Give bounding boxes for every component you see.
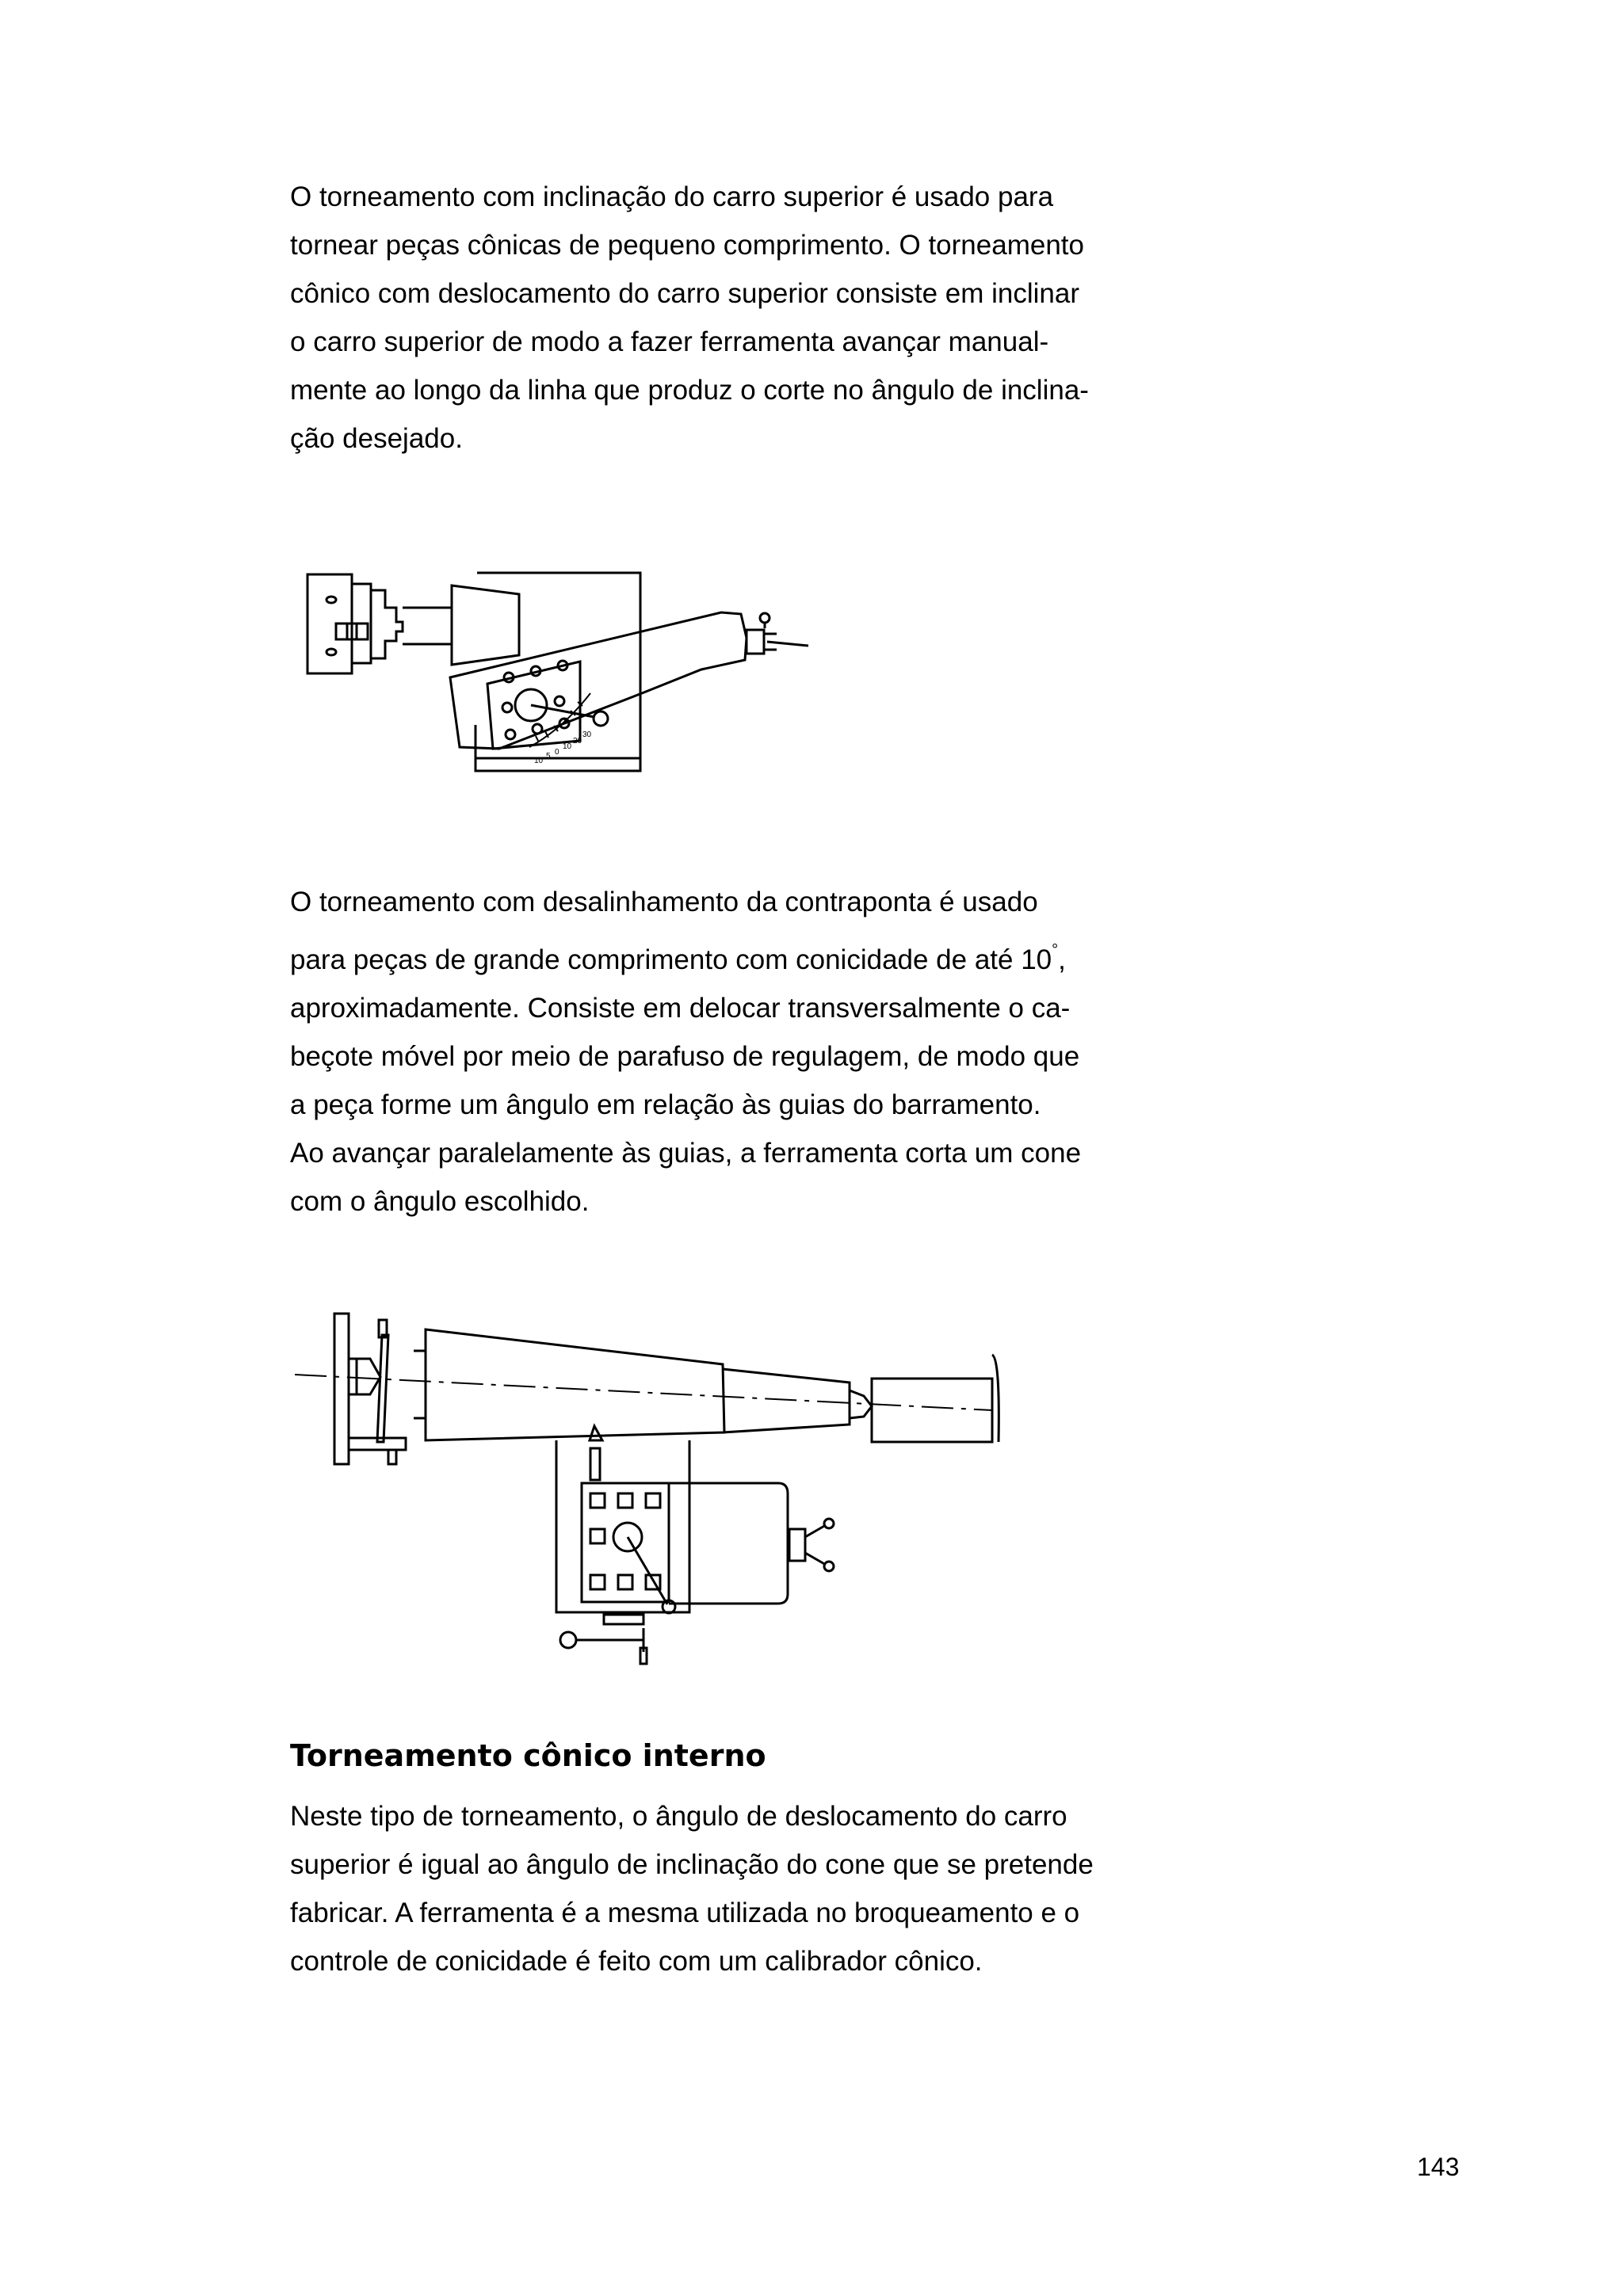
paragraph-1-line: tornear peças cônicas de pequeno comprimento. O torneamento (290, 230, 1084, 261)
paragraph-3-line: Neste tipo de torneamento, o ângulo de deslocamento do carro (290, 1801, 1067, 1832)
chuck (307, 574, 403, 673)
paragraph-1 (290, 173, 1241, 463)
paragraph-1-line: o carro superior de modo a fazer ferramenta avançar manual- (290, 326, 1049, 357)
carriage (556, 1426, 834, 1664)
workpiece-taper (403, 585, 519, 665)
compound-slide (450, 612, 808, 749)
scale-label: 30 (582, 730, 592, 739)
headstock-center (334, 1314, 406, 1464)
paragraph-2-line-text: para peças de grande comprimento com conicidade de até 10 (290, 944, 1052, 975)
scale-label: 5 (546, 752, 551, 761)
paragraph-1-line: cônico com deslocamento do carro superior consiste em inclinar (290, 278, 1080, 309)
paragraph-2-line (290, 926, 1241, 984)
paragraph-3-line: fabricar. A ferramenta é a mesma utilizada no broqueamento e o (290, 1897, 1080, 1928)
paragraph-2-line: aproximadamente. Consiste em delocar transversalmente o ca- (290, 993, 1071, 1024)
page-number: 143 (1417, 2153, 1460, 2181)
figure-inclined-top-slide-illustration (301, 559, 840, 796)
scale-label: 0 (555, 748, 559, 757)
paragraph-2-line: beçote móvel por meio de parafuso de regulagem, de modo que (290, 1041, 1080, 1072)
paragraph-2-line-suffix: , (1058, 944, 1066, 975)
figure-offset-tailstock-illustration (295, 1299, 1008, 1695)
paragraph-1-line: O torneamento com inclinação do carro superior é usado para (290, 181, 1054, 212)
paragraph-3-line: controle de conicidade é feito com um calibrador cônico. (290, 1946, 983, 1977)
angle-scale-labels (534, 730, 592, 765)
cross-slide (475, 573, 640, 771)
paragraph-1-line: mente ao longo da linha que produz o corte no ângulo de inclina- (290, 375, 1089, 406)
scale-label: 20 (573, 737, 582, 746)
degree-symbol: ° (1052, 941, 1059, 959)
paragraph-2 (290, 878, 1241, 1226)
center-axis-line (295, 1375, 992, 1410)
paragraph-2-line: com o ângulo escolhido. (290, 1186, 590, 1217)
scale-label: 10 (534, 757, 544, 765)
tailstock (872, 1355, 999, 1442)
section-heading: Torneamento cônico interno (290, 1738, 766, 1773)
scale-label: 10 (563, 742, 572, 751)
paragraph-3 (290, 1792, 1241, 1985)
paragraph-2-line: a peça forme um ângulo em relação às guias do barramento. (290, 1089, 1041, 1120)
paragraph-3-line: superior é igual ao ângulo de inclinação do cone que se pretende (290, 1849, 1094, 1880)
paragraph-2-line: Ao avançar paralelamente às guias, a ferramenta corta um cone (290, 1138, 1082, 1169)
paragraph-1-line: ção desejado. (290, 423, 463, 454)
paragraph-2-line: O torneamento com desalinhamento da contraponta é usado (290, 887, 1038, 917)
